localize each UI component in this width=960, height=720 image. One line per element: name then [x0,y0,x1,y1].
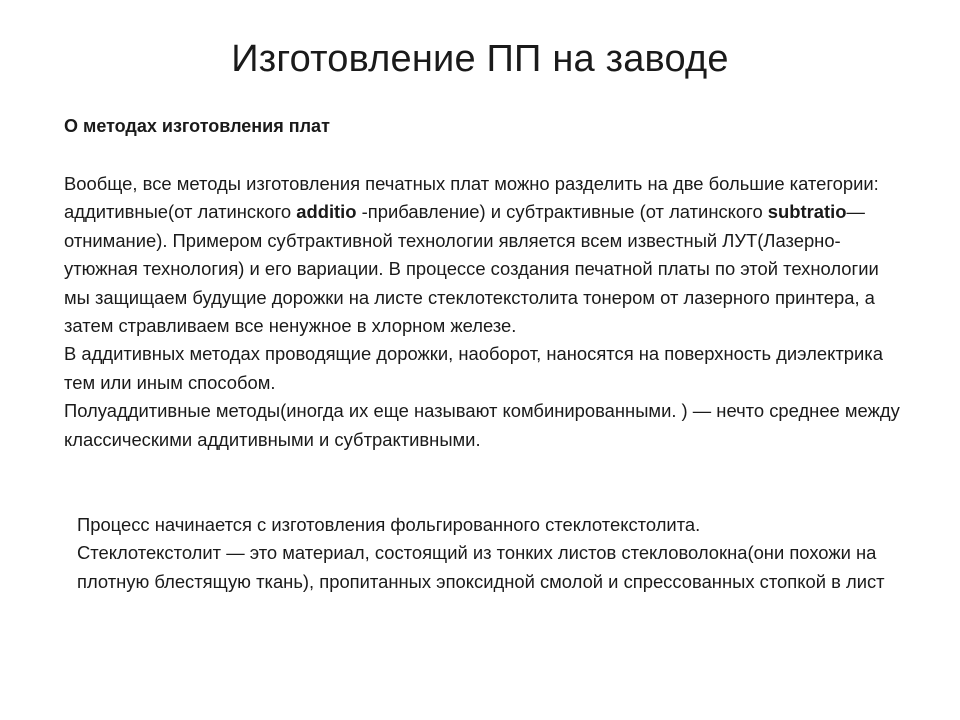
paragraph-methods-overview [64,170,904,340]
term-subtratio: subtratio [767,201,847,223]
slide-title: Изготовление ПП на заводе [231,38,729,80]
paragraph-semi-additive: Полуаддитивные методы(иногда их еще называют комбинированными. ) — нечто среднее между классическими аддитивными и субтрактивными. [64,400,900,450]
term-additio: additio [296,201,357,223]
section-heading: О методах изготовления плат [64,116,330,136]
p1-part2: -прибавление) и субтрактивные (от латинского [356,201,768,223]
main-text-block [64,170,904,454]
process-line-2: Стеклотекстолит — это материал, состоящий из тонких листов стекловолокна(они похожи на плотную блестящую ткань), пропитанных эпоксидной смолой и спрессованных стопкой в лист [77,542,885,592]
p1-part3: —отнимание). Примером субтрактивной технологии является всем известный ЛУТ(Лазерно-утюжная технология) и его вариации. В процессе создания печатной платы по этой технологии мы защищаем будущие дорожки на листе стеклотекстолита тонером от лазерного принтера, а затем стравливаем все ненужное в хлорном железе. [64,201,879,337]
paragraph-additive: В аддитивных методах проводящие дорожки, наоборот, наносятся на поверхность диэлектрика тем или иным способом. [64,343,883,393]
process-text-block [77,511,937,596]
p1-part1: Вообще, все методы изготовления печатных плат можно разделить на две большие категории: аддитивные(от латинского [64,173,879,223]
process-line-1: Процесс начинается с изготовления фольгированного стеклотекстолита. [77,514,701,535]
